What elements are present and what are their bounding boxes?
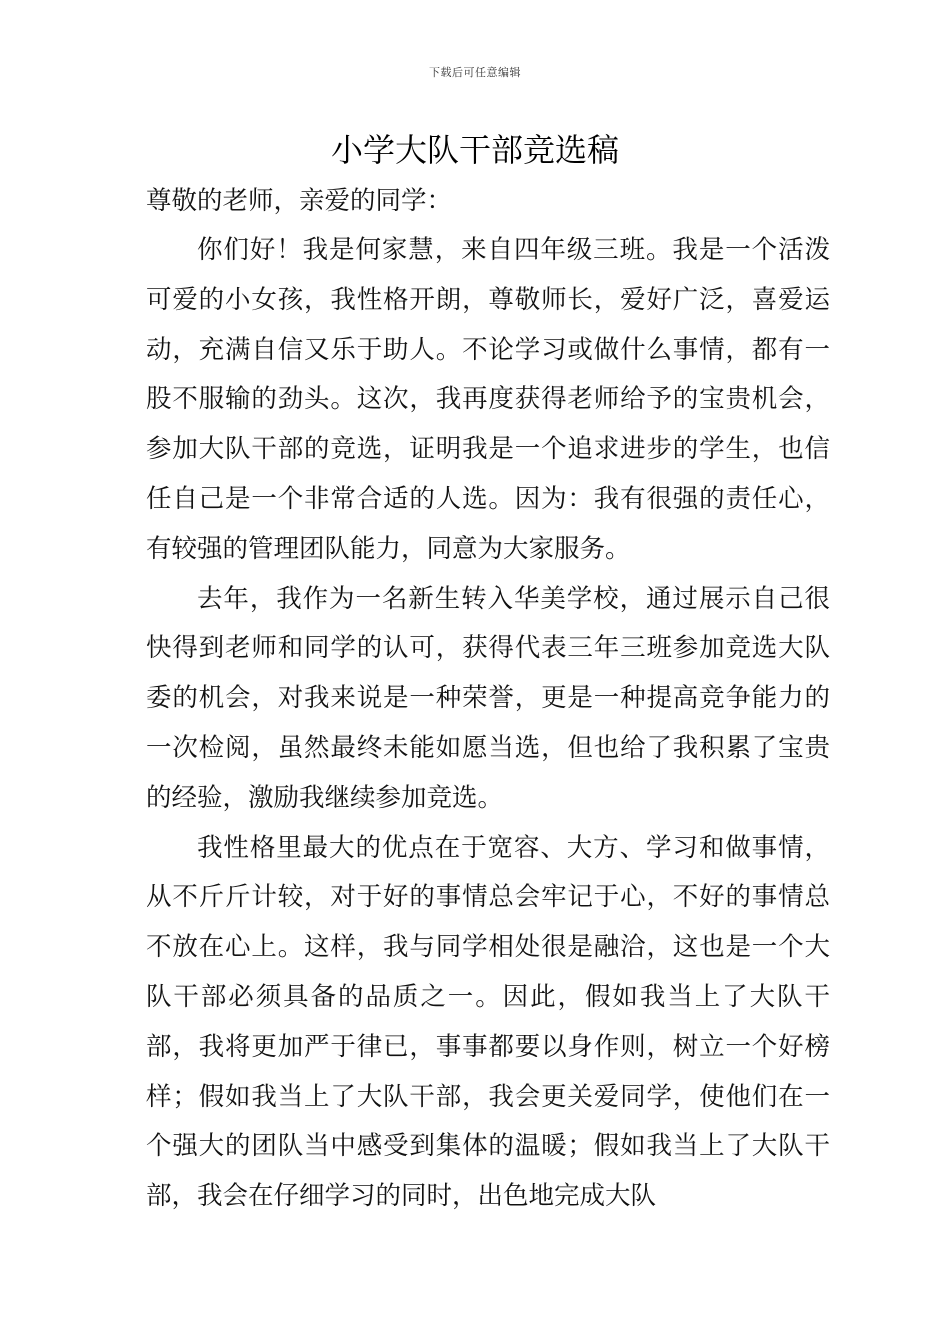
salutation: 尊敬的老师，亲爱的同学： <box>146 186 453 216</box>
document-title: 小学大队干部竞选稿 <box>330 131 619 169</box>
document-body <box>146 178 830 1222</box>
header-note: 下载后可任意编辑 <box>429 66 521 79</box>
paragraph-2: 去年，我作为一名新生转入华美学校，通过展示自己很快得到老师和同学的认可，获得代表三年三班参加竞选大队委的机会，对我来说是一种荣誉，更是一种提高竞争能力的一次检阅，虽然最终未能如愿当选，但也给了我积累了宝贵的经验，激励我继续参加竞选。 <box>146 583 830 813</box>
paragraph-1: 你们好！我是何家慧，来自四年级三班。我是一个活泼可爱的小女孩，我性格开朗，尊敬师长，爱好广泛，喜爱运动，充满自信又乐于助人。不论学习或做什么事情，都有一股不服输的劲头。这次，我再度获得老师给予的宝贵机会，参加大队干部的竞选，证明我是一个追求进步的学生，也信任自己是一个非常合适的人选。因为：我有很强的责任心，有较强的管理团队能力，同意为大家服务。 <box>146 235 830 564</box>
paragraph-3: 我性格里最大的优点在于宽容、大方、学习和做事情，从不斤斤计较，对于好的事情总会牢记于心，不好的事情总不放在心上。这样，我与同学相处很是融洽，这也是一个大队干部必须具备的品质之一。因此，假如我当上了大队干部，我将更加严于律已，事事都要以身作则，树立一个好榜样；假如我当上了大队干部，我会更关爱同学，使他们在一个强大的团队当中感受到集体的温暖；假如我当上了大队干部，我会在仔细学习的同时，出色地完成大队 <box>146 832 830 1212</box>
